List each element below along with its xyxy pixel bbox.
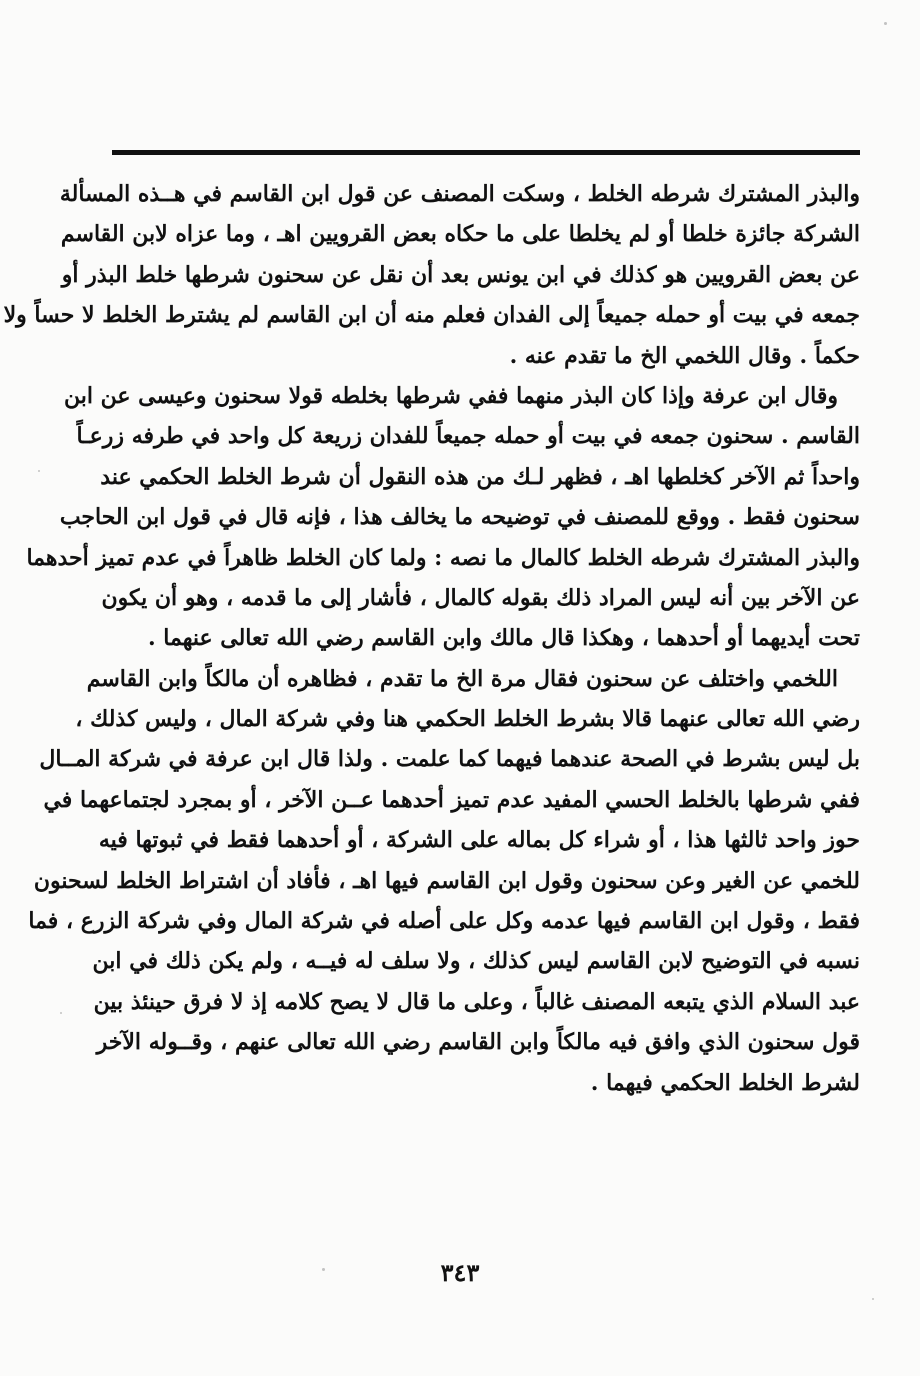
text-line: فقط ، وقول ابن القاسم فيها عدمه وكل على أصله في شركة المال وفي شركة الزرع ، فما — [28, 908, 860, 935]
text-line: نسبه في التوضيح لابن القاسم ليس كذلك ، ولا سلف له فيــه ، ولم يكن ذلك في ابن — [92, 948, 860, 975]
text-line: سحنون فقط . ووقع للمصنف في توضيحه ما يخالف هذا ، فإنه قال في قول ابن الحاجب — [59, 504, 860, 531]
text-line: بل ليس بشرط في الصحة عندهما فيهما كما علمت . ولذا قال ابن عرفة في شركة المــال — [39, 746, 860, 773]
paragraph-2 — [26, 376, 860, 659]
text-line: رضي الله تعالى عنهما قالا بشرط الخلط الحكمي هنا وفي شركة المال ، وليس كذلك ، — [75, 706, 860, 733]
text-line: عبد السلام الذي يتبعه المصنف غالباً ، وعلى ما قال لا يصح كلامه إذ لا فرق حينئذ بين — [93, 988, 860, 1015]
scan-speck — [60, 1012, 62, 1014]
text-line: عن الآخر بين أنه ليس المراد ذلك بقوله كالمال ، فأشار إلى ما قدمه ، وهو أن يكون — [101, 584, 860, 611]
text-line: تحت أيديهما أو أحدهما ، وهكذا قال مالك وابن القاسم رضي الله تعالى عنهما . — [147, 625, 860, 652]
text-line: الشركة جائزة خلطا أو لم يخلطا على ما حكاه بعض القرويين اهـ ، وما عزاه لابن القاسم — [60, 221, 860, 248]
paragraph-3 — [28, 659, 860, 1103]
text-line: والبذر المشترك شرطه الخلط ، وسكت المصنف عن قول ابن القاسم في هــذه المسألة — [59, 181, 860, 207]
text-line: حكماً . وقال اللخمي الخ ما تقدم عنه . — [509, 342, 860, 369]
text-line: عن بعض القرويين هو كذلك في ابن يونس بعد أن نقل عن سحنون شرطها خلط البذر أو — [61, 261, 860, 288]
text-line: جمعه في بيت أو حمله جميعاً إلى الفدان فعلم منه أن ابن القاسم لم يشترط الخلط لا حساً ولا — [3, 302, 860, 329]
text-line: لشرط الخلط الحكمي فيهما . — [590, 1069, 860, 1096]
page-number: ٣٤٣ — [440, 1258, 480, 1287]
text-line: حوز واحد ثالثها هذا ، أو شراء كل بماله على الشركة ، أو أحدهما فقط في ثبوتها فيه — [98, 827, 860, 854]
text-line: ففي شرطها بالخلط الحسي المفيد عدم تميز أحدهما عــن الآخر ، أو بمجرد لجتماعهما في — [43, 786, 860, 813]
scan-speck — [872, 1298, 874, 1300]
body-text — [3, 174, 860, 1103]
scan-speck — [38, 470, 40, 472]
text-line: والبذر المشترك شرطه الخلط كالمال ما نصه : ولما كان الخلط ظاهراً في عدم تميز أحدهما — [26, 544, 860, 571]
text-line: اللخمي واختلف عن سحنون فقال مرة الخ ما تقدم ، فظاهره أن مالكاً وابن القاسم — [86, 665, 838, 692]
paragraph-1 — [3, 174, 860, 376]
text-line: واحداً ثم الآخر كخلطها اهـ ، فظهر لـك من هذه النقول أن شرط الخلط الحكمي عند — [100, 463, 860, 490]
text-line: للخمي عن الغير وعن سحنون وقول ابن القاسم فيها اهـ ، فأفاد أن اشتراط الخلط لسحنون — [33, 867, 860, 894]
text-line: قول سحنون الذي وافق فيه مالكاً وابن القاسم رضي الله تعالى عنهم ، وقــوله الآخر — [96, 1029, 860, 1056]
text-line: القاسم . سحنون جمعه في بيت أو حمله جميعاً للفدان زريعة كل واحد في طرفه زرعـاً — [76, 423, 860, 450]
scan-speck — [884, 22, 887, 25]
text-line: وقال ابن عرفة وإذا كان البذر منهما ففي شرطها بخلطه قولا سحنون وعيسى عن ابن — [64, 382, 838, 409]
scan-speck — [322, 1268, 325, 1271]
header-rule — [112, 150, 860, 155]
